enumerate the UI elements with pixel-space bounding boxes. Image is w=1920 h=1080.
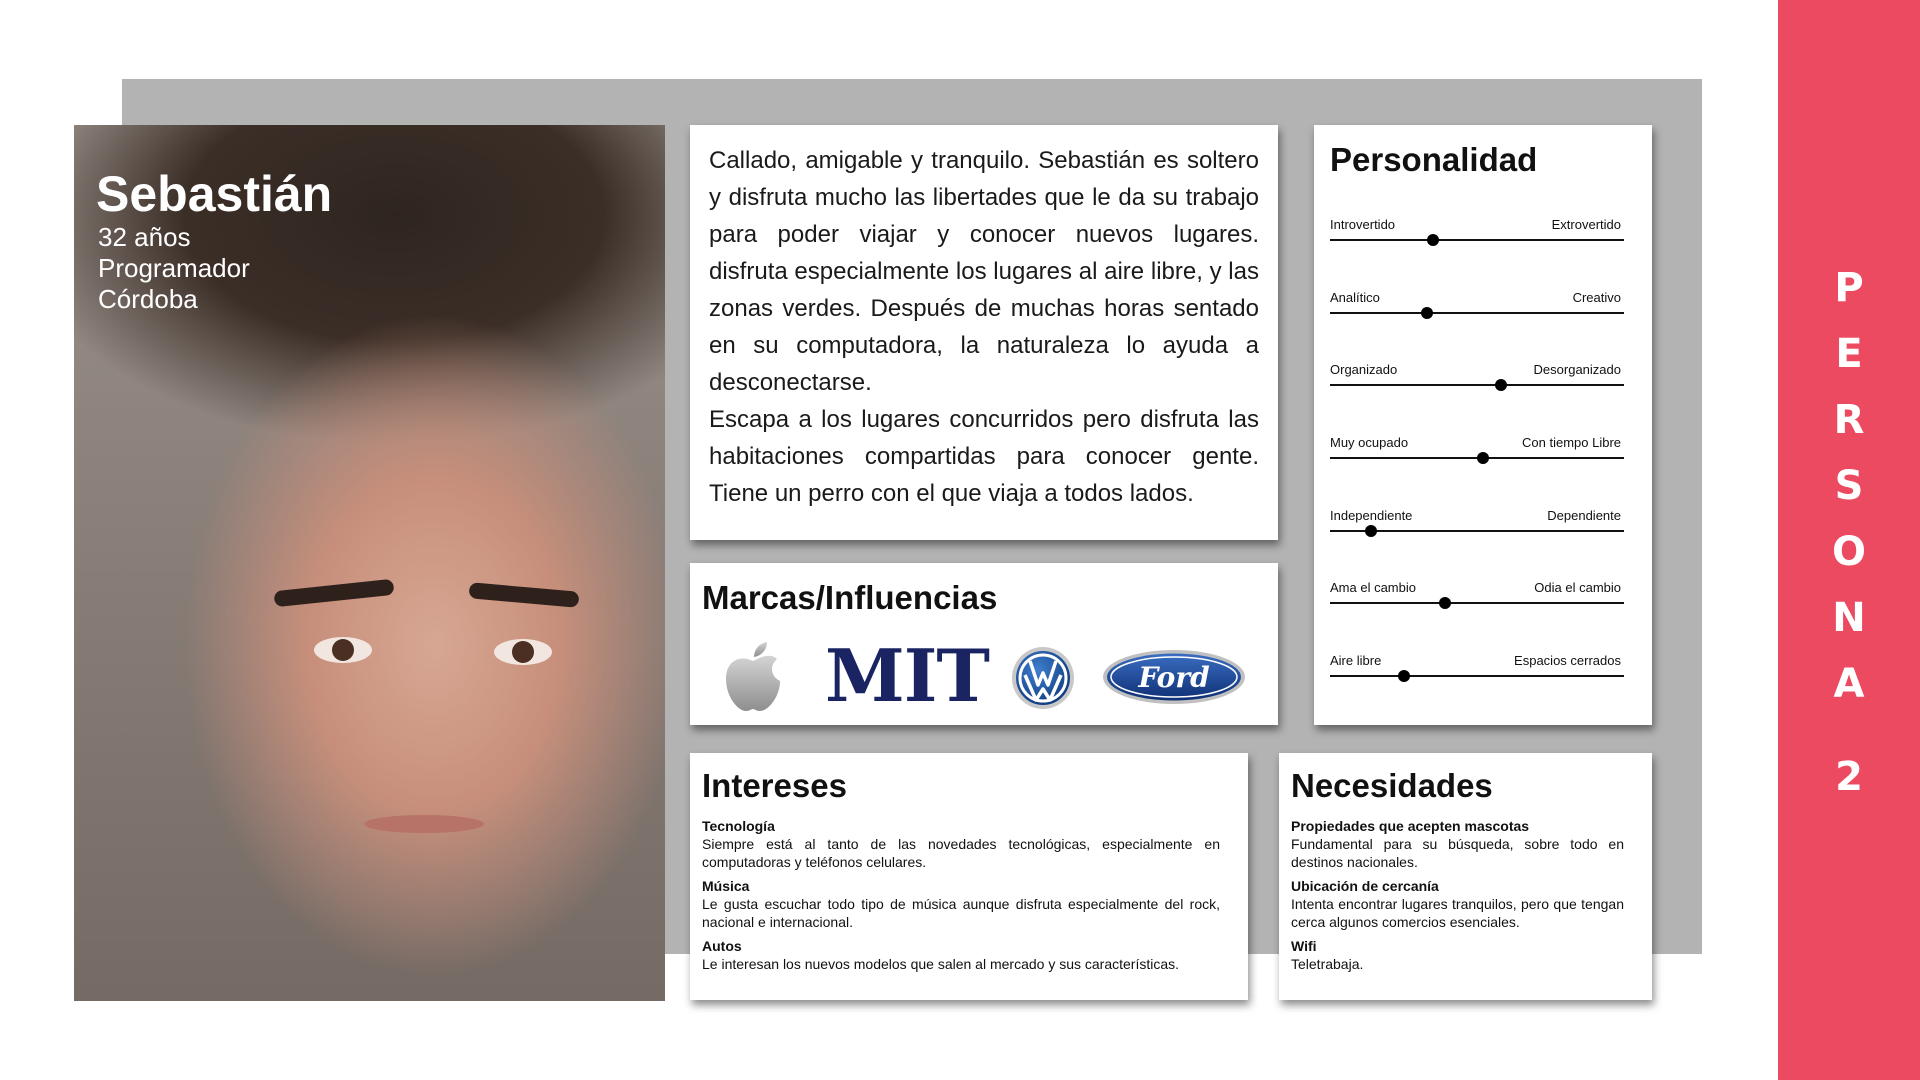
list-item (702, 817, 1220, 871)
sidebar-letter: R (1833, 397, 1865, 443)
trait-right-label: Dependiente (1547, 508, 1621, 523)
need-text: Intenta encontrar lugares tranquilos, pero que tengan cerca algunos comercios esenciales. (1291, 896, 1624, 930)
interest-title: Autos (702, 938, 742, 954)
sidebar-letter: P (1834, 265, 1864, 311)
photo-mouth (364, 815, 484, 833)
need-title: Propiedades que acepten mascotas (1291, 818, 1530, 834)
sidebar-letter: N (1832, 595, 1866, 641)
trait-right-label: Desorganizado (1533, 362, 1621, 377)
photo-eye (314, 637, 372, 663)
brands-title: Marcas/Influencias (702, 579, 998, 616)
trait-line (1330, 384, 1624, 386)
trait-left-label: Aire libre (1330, 653, 1382, 668)
bio-paragraph: Escapa a los lugares concurridos pero disfruta las habitaciones compartidas para conocer gente. Tiene un perro con el que viaja a todos lados. (709, 406, 1259, 507)
photo-eye (494, 639, 552, 665)
trait-marker (1495, 379, 1507, 391)
list-item (1291, 937, 1624, 973)
photo-brow (273, 579, 394, 607)
trait-left-label: Introvertido (1330, 217, 1396, 232)
trait-slider (1330, 217, 1624, 247)
need-title: Ubicación de cercanía (1291, 878, 1439, 894)
vw-icon (1010, 645, 1076, 716)
trait-marker (1477, 452, 1489, 464)
persona-sidebar (1778, 0, 1920, 1080)
persona-number: 2 (1835, 754, 1863, 800)
trait-slider (1330, 435, 1624, 465)
trait-left-label: Ama el cambio (1330, 580, 1416, 595)
apple-icon (722, 641, 784, 718)
persona-occupation: Programador (98, 253, 250, 283)
trait-marker (1421, 307, 1433, 319)
interest-text: Le gusta escuchar todo tipo de música aunque disfruta especialmente del rock, nacional e internacional. (702, 896, 1220, 930)
sidebar-letter: S (1834, 463, 1864, 509)
trait-right-label: Creativo (1572, 290, 1621, 305)
trait-line (1330, 602, 1624, 604)
ford-logo (1102, 649, 1246, 710)
trait-marker (1365, 525, 1377, 537)
trait-slider (1330, 290, 1624, 320)
need-title: Wifi (1291, 938, 1317, 954)
trait-right-label: Espacios cerrados (1514, 653, 1621, 668)
trait-slider (1330, 508, 1624, 538)
interests-title: Intereses (702, 767, 847, 804)
trait-left-label: Organizado (1330, 362, 1398, 377)
interest-text: Le interesan los nuevos modelos que salen al mercado y sus características. (702, 956, 1180, 972)
need-text: Teletrabaja. (1291, 956, 1364, 972)
interest-text: Siempre está al tanto de las novedades tecnológicas, especialmente en computadoras y teléfonos celulares. (702, 836, 1220, 870)
bio-paragraph: Callado, amigable y tranquilo. Sebastián es soltero y disfruta mucho las libertades que le da su trabajo para poder viajar y conocer nuevos lugares. disfruta especialmente los lugares al aire libre, y las zonas verdes. Después de muchas horas sentado en su computadora, la naturaleza lo ayuda a desconectarse. (709, 147, 1259, 396)
trait-marker (1439, 597, 1451, 609)
profile-photo (74, 125, 665, 1001)
mit-logo: MIT (825, 633, 989, 718)
need-text: Fundamental para su búsqueda, sobre todo en destinos nacionales. (1291, 836, 1624, 870)
needs-card (1279, 753, 1652, 1000)
trait-line (1330, 675, 1624, 677)
sidebar-letter: O (1831, 529, 1866, 575)
persona-age: 32 años (98, 222, 191, 252)
bio-card (690, 125, 1278, 540)
interest-title: Tecnología (702, 818, 775, 834)
trait-line (1330, 239, 1624, 241)
trait-left-label: Analítico (1330, 290, 1380, 305)
persona-name: Sebastián (96, 166, 333, 222)
sidebar-letter: A (1833, 661, 1865, 707)
trait-line (1330, 312, 1624, 314)
brands-card (690, 563, 1278, 725)
trait-slider (1330, 653, 1624, 683)
persona-vertical-title (1778, 255, 1920, 810)
interests-card (690, 753, 1248, 1000)
trait-slider (1330, 362, 1624, 392)
list-item (702, 937, 1220, 973)
sidebar-letter: E (1835, 331, 1863, 377)
trait-marker (1427, 234, 1439, 246)
trait-marker (1398, 670, 1410, 682)
trait-right-label: Con tiempo Libre (1522, 435, 1621, 450)
personality-card (1314, 125, 1652, 725)
personality-title: Personalidad (1330, 141, 1538, 178)
needs-list (1291, 817, 1624, 979)
trait-slider (1330, 580, 1624, 610)
list-item (1291, 817, 1624, 871)
list-item (702, 877, 1220, 931)
needs-title: Necesidades (1291, 767, 1493, 804)
list-item (1291, 877, 1624, 931)
brand-logos (690, 633, 1278, 718)
trait-left-label: Independiente (1330, 508, 1413, 523)
photo-brow (469, 582, 580, 608)
interests-list (702, 817, 1220, 979)
trait-left-label: Muy ocupado (1330, 435, 1409, 450)
interest-title: Música (702, 878, 750, 894)
persona-city: Córdoba (98, 284, 198, 314)
ford-logo-text: Ford (1138, 661, 1210, 694)
trait-right-label: Extrovertido (1551, 217, 1621, 232)
trait-right-label: Odia el cambio (1534, 580, 1621, 595)
persona-details (98, 222, 250, 315)
